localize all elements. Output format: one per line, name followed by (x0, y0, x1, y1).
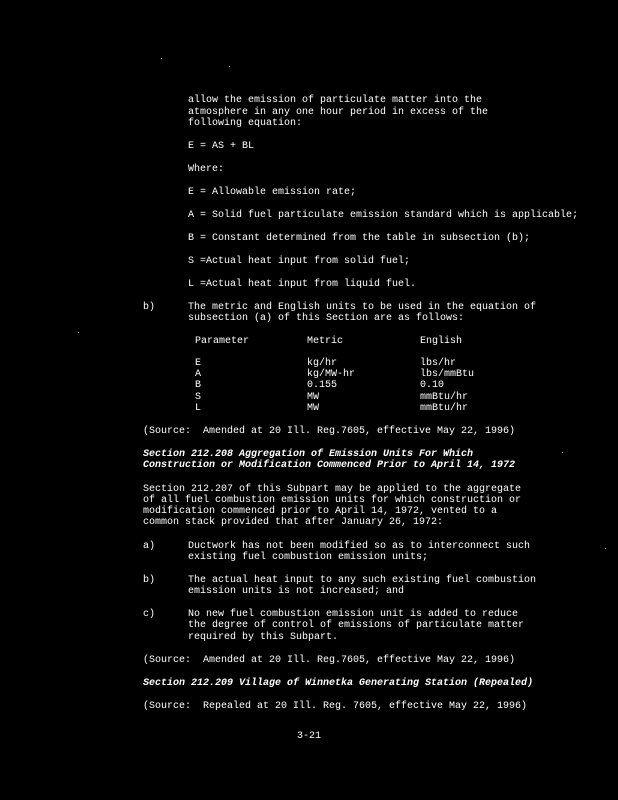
section-209-heading: Section 212.209 Village of Winnetka Generating Station (Repealed) (143, 678, 534, 689)
item-b-line-2: emission units is not increased; and (188, 586, 405, 597)
table-cell-metric: kg/MW-hr (307, 369, 356, 380)
definition-l: L =Actual heat input from liquid fuel. (188, 279, 417, 290)
where-label: Where: (188, 164, 225, 175)
item-b-marker: b) (143, 575, 156, 586)
table-cell-parameter: S (195, 392, 202, 403)
table-cell-parameter: L (195, 403, 202, 414)
item-b-line-1: The actual heat input to any such existing fuel combustion (188, 575, 537, 586)
table-cell-english: lbs/hr (420, 358, 457, 369)
table-header-english: English (420, 336, 463, 347)
scan-speck (161, 58, 162, 59)
definition-b: B = Constant determined from the table in subsection (b); (188, 233, 531, 244)
section-208-body-line-2: of all fuel combustion emission units for which construction or (143, 495, 522, 506)
source-note: (Source: Amended at 20 Ill. Reg.7605, effective May 22, 1996) (143, 426, 516, 437)
intro-line-3: following equation: (188, 118, 303, 129)
table-cell-metric: kg/hr (307, 358, 338, 369)
section-208-body-line-1: Section 212.207 of this Subpart may be applied to the aggregate (143, 484, 522, 495)
page-number: 3-21 (297, 731, 322, 742)
item-c-line-2: the degree of control of emissions of particulate matter (188, 620, 525, 631)
source-note: (Source: Repealed at 20 Ill. Reg. 7605, effective May 22, 1996) (143, 701, 528, 712)
section-208-heading-line-2: Construction or Modification Commenced Prior to April 14, 1972 (143, 460, 516, 471)
table-header-parameter: Parameter (195, 336, 250, 347)
section-208-heading-line-1: Section 212.208 Aggregation of Emission Units For Which (143, 449, 474, 460)
definition-a: A = Solid fuel particulate emission standard which is applicable; (188, 210, 579, 221)
section-208-body-line-4: common stack provided that after January 26, 1972: (143, 517, 444, 528)
intro-line-1: allow the emission of particulate matter into the (188, 95, 483, 106)
section-208-body-line-3: modification commenced prior to April 14, 1972, vented to a (143, 506, 498, 517)
item-c-marker: c) (143, 609, 156, 620)
table-cell-english: lbs/mmBtu (420, 369, 475, 380)
table-cell-parameter: A (195, 369, 202, 380)
table-cell-english: mmBtu/hr (420, 403, 469, 414)
equation: E = AS + BL (188, 141, 255, 152)
item-a-line-1: Ductwork has not been modified so as to interconnect such (188, 541, 531, 552)
table-cell-metric: 0.155 (307, 380, 338, 391)
item-a-marker: a) (143, 541, 156, 552)
scan-speck (605, 548, 606, 549)
table-cell-english: 0.10 (420, 380, 445, 391)
item-c-line-3: required by this Subpart. (188, 632, 339, 643)
scan-speck (229, 66, 230, 67)
table-cell-parameter: B (195, 380, 202, 391)
table-cell-metric: MW (307, 403, 320, 414)
intro-line-2: atmosphere in any one hour period in excess of the (188, 107, 489, 118)
table-cell-english: mmBtu/hr (420, 392, 469, 403)
scan-speck (562, 452, 563, 453)
table-cell-metric: MW (307, 392, 320, 403)
item-a-line-2: existing fuel combustion emission units; (188, 552, 429, 563)
table-cell-parameter: E (195, 358, 202, 369)
definition-e: E = Allowable emission rate; (188, 187, 357, 198)
subsection-b-line-1: The metric and English units to be used in the equation of (188, 302, 537, 313)
table-header-metric: Metric (307, 336, 344, 347)
item-c-line-1: No new fuel combustion emission unit is added to reduce (188, 609, 519, 620)
definition-s: S =Actual heat input from solid fuel; (188, 256, 411, 267)
subsection-b-line-2: subsection (a) of this Section are as follows: (188, 313, 465, 324)
scan-speck (78, 332, 79, 333)
subsection-b-marker: b) (143, 302, 156, 313)
source-note: (Source: Amended at 20 Ill. Reg.7605, effective May 22, 1996) (143, 655, 516, 666)
